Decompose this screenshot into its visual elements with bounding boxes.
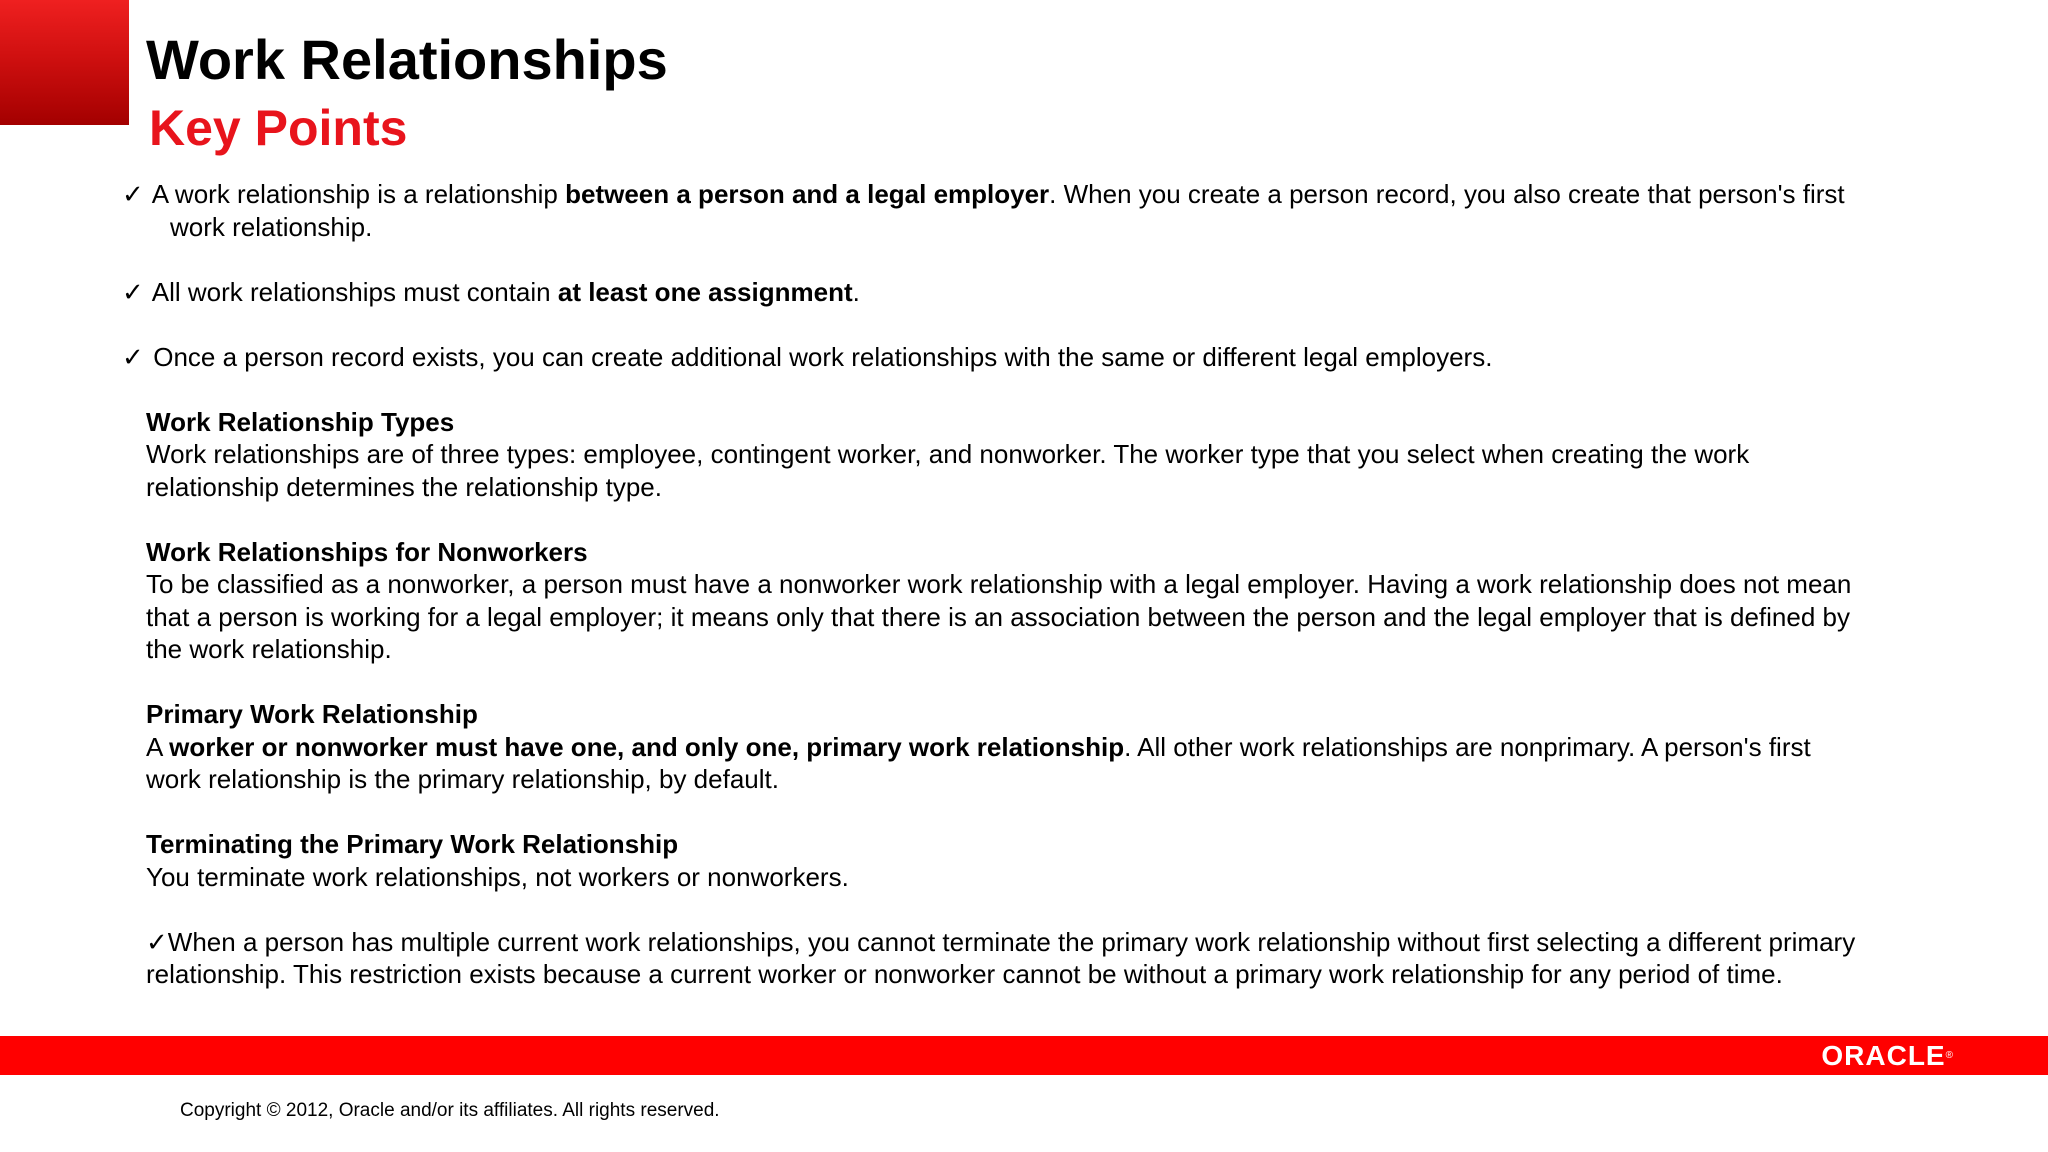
key-point-1: ✓ A work relationship is a relationship between a person and a legal employer. When you create a person record, you also create that person's first work relationship. [122,179,1845,242]
page-subtitle: Key Points [149,100,408,156]
final-point-text: When a person has multiple current work relationships, you cannot terminate the primary work relationship without first selecting a different primary relationship. This restriction exists because a current worker or nonworker cannot be without a primary work relationship for any period of time. [146,926,1856,989]
section-body-primary-text-end: . All other work relationships are nonprimary. A person's first work relationship is the primary relationship, by default. [146,731,1811,794]
section-body-primary-emphasis: worker or nonworker must have one, and only one, primary work relationship [169,731,1125,762]
oracle-logo [1821,1040,1953,1072]
key-point-1-emphasis: between a person and a legal employer [565,179,1050,209]
section-body-primary-text: A [146,731,170,762]
key-point-3-text: Once a person record exists, you can create additional work relationships with the same or different legal employers. [146,341,1493,372]
registered-mark-icon: ® [1945,1050,1953,1061]
key-point-1-text-end: . When you create a person record, you also create that person's first work relationship. [170,179,1845,242]
slide-content [122,178,1866,991]
section-body-primary [146,731,1866,796]
key-point-3: ✓ Once a person record exists, you can create additional work relationships with the same or different legal employers. [122,341,1493,372]
section-body-types: Work relationships are of three types: employee, contingent worker, and nonworker. The worker type that you select when creating the work relationship determines the relationship type. [146,439,1750,502]
footer-bar [0,1036,2048,1075]
key-point-2: ✓ All work relationships must contain at least one assignment. [122,276,860,307]
key-point-2-emphasis: at least one assignment [557,276,853,307]
section-heading-nonworkers: Work Relationships for Nonworkers [146,536,588,567]
final-point [146,926,1866,991]
page-title: Work Relationships [146,28,668,91]
key-point-1-text: A work relationship is a relationship [146,179,566,209]
section-heading-primary: Primary Work Relationship [146,699,478,729]
corner-accent-block [0,0,129,125]
key-point-2-text-end: . [852,276,860,307]
section-heading-terminating: Terminating the Primary Work Relationship [146,829,679,859]
section-body-terminating: You terminate work relationships, not workers or nonworkers. [146,861,849,892]
copyright-notice: Copyright © 2012, Oracle and/or its affiliates. All rights reserved. [180,1100,720,1121]
section-heading-types: Work Relationship Types [146,406,455,437]
section-body-nonworkers: To be classified as a nonworker, a person must have a nonworker work relationship with a legal employer. Having a work relationship does not mean that a person is working for a legal employer; it means only that there is an association between the person and the legal employer that is defined by the work relationship. [146,569,1852,664]
checkmark-icon: ✓ [146,926,168,957]
oracle-logo-text: ORACLE [1821,1040,1946,1071]
key-point-2-text: All work relationships must contain [146,276,558,307]
